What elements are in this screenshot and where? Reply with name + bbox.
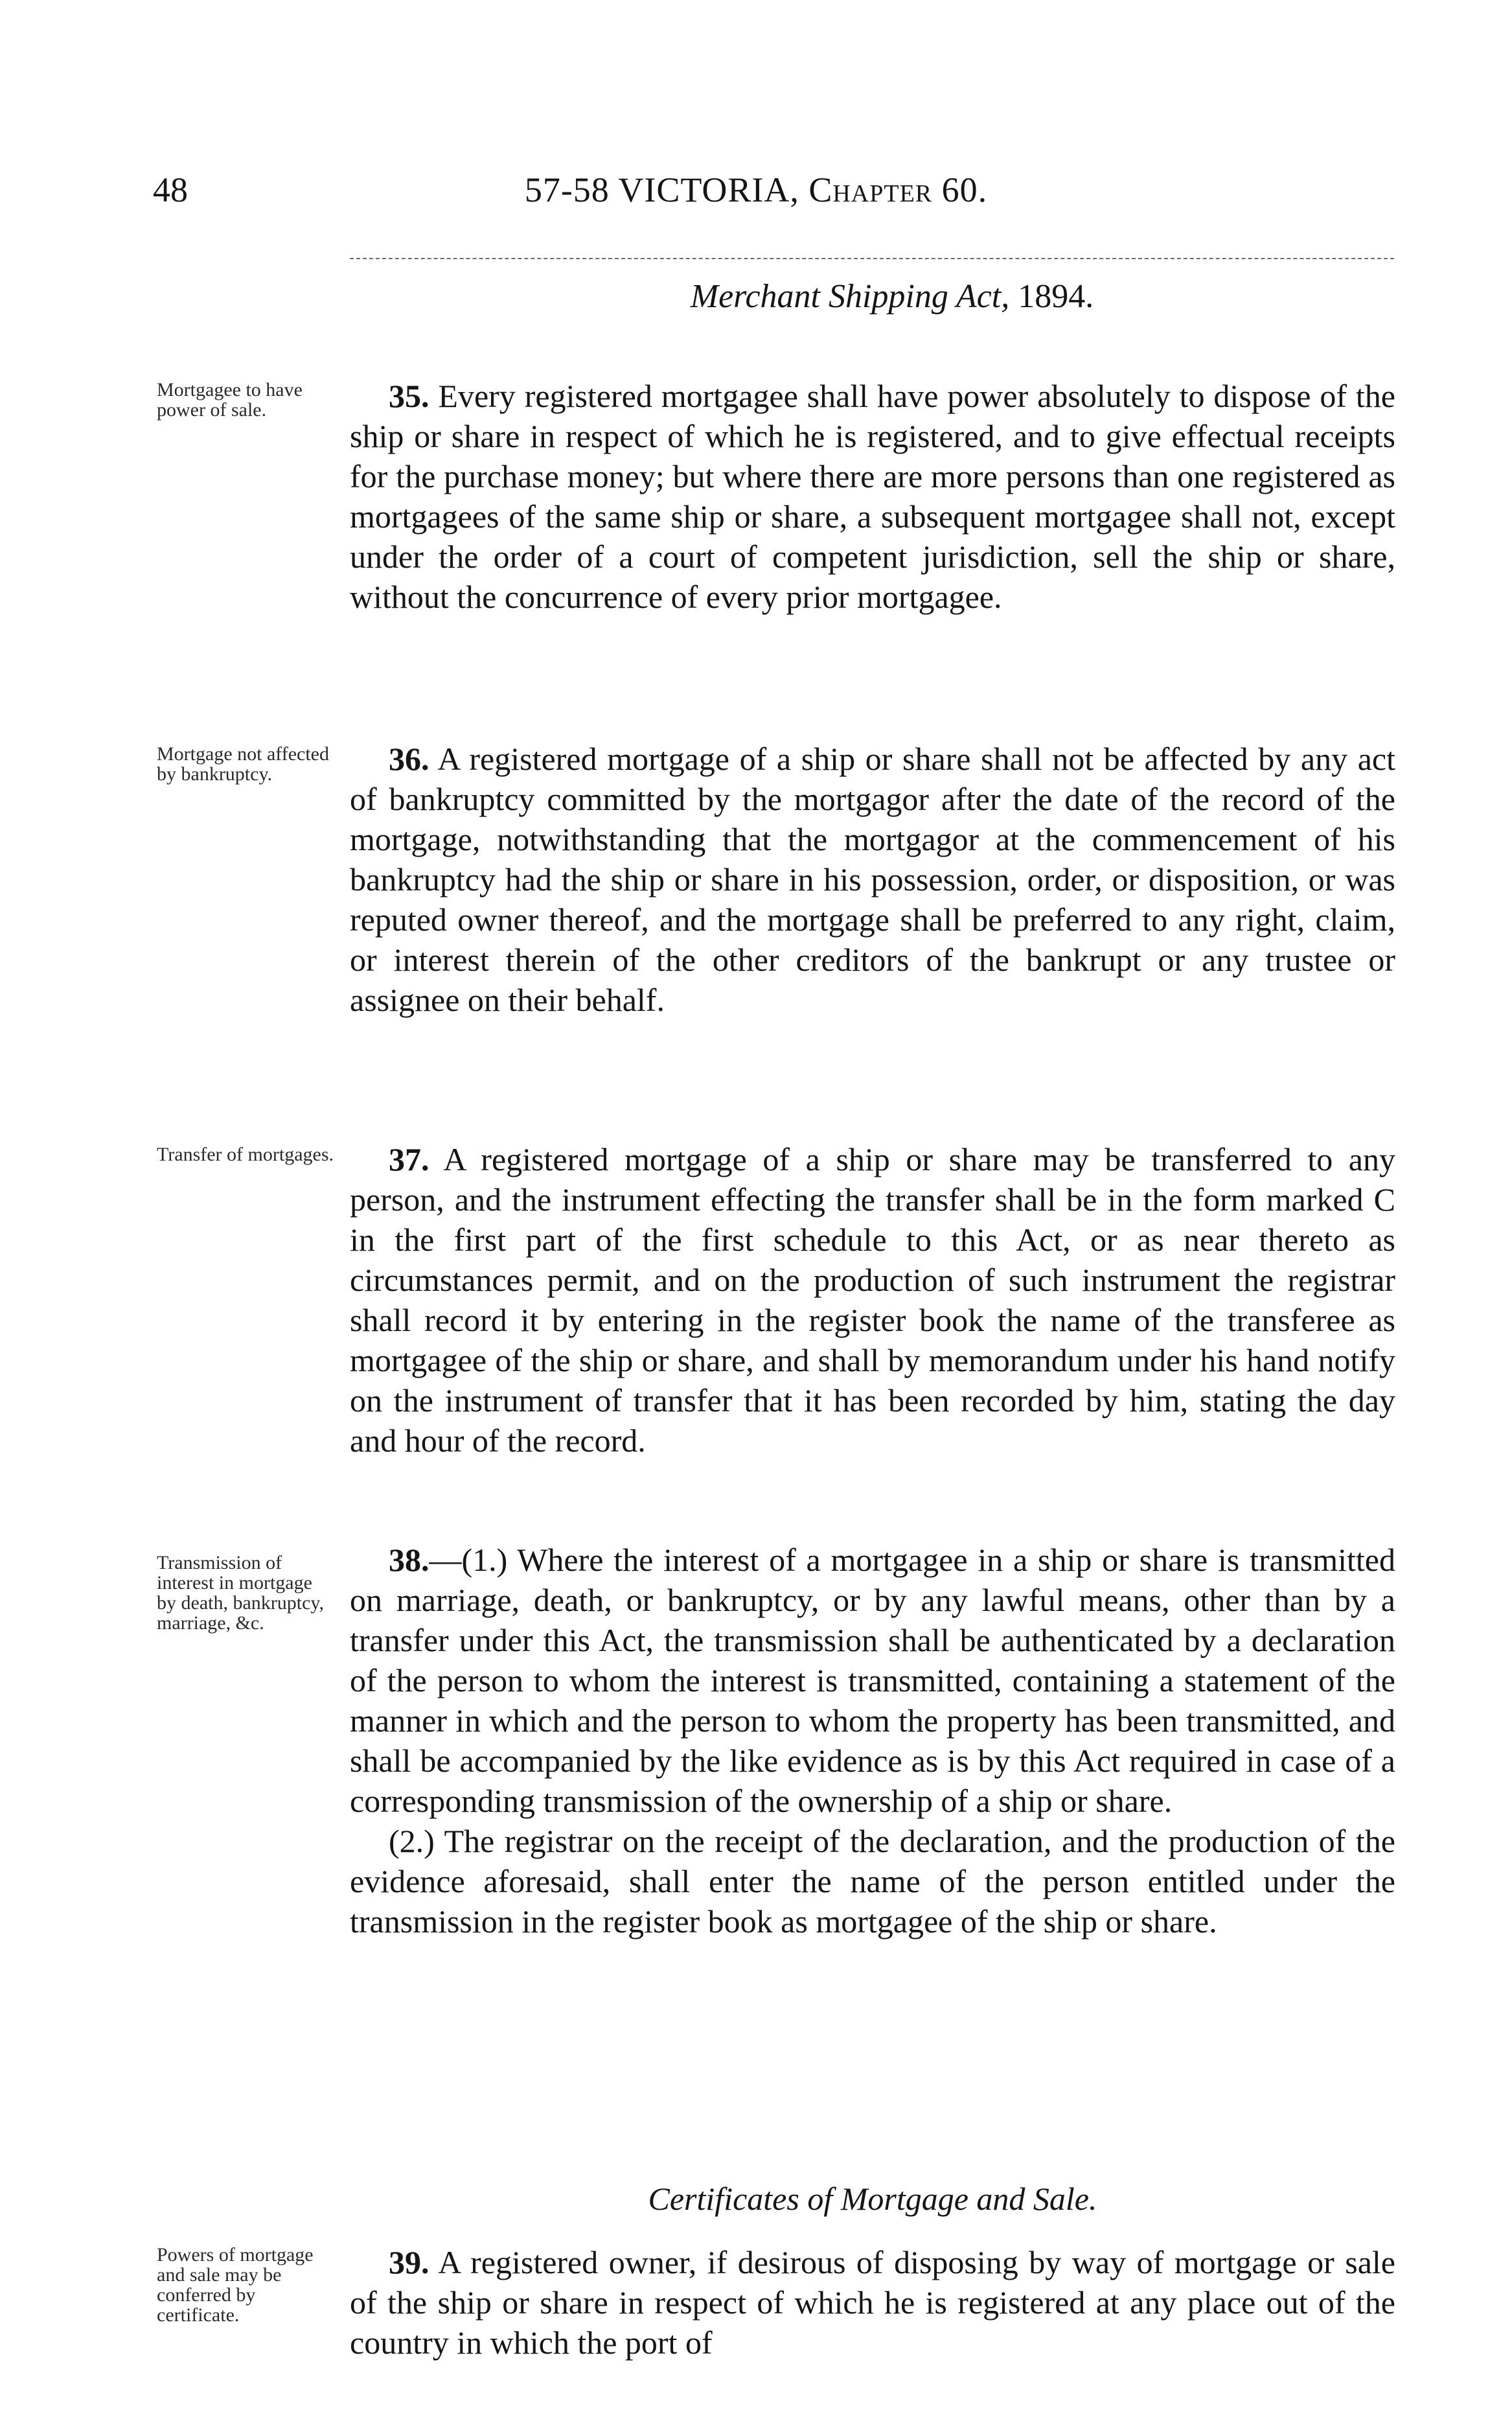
- sub-heading: Certificates of Mortgage and Sale.: [648, 2181, 1097, 2217]
- header-rule: [350, 258, 1394, 259]
- section-number-37: 37.: [389, 1141, 430, 1177]
- section-39-paragraph: [350, 2242, 1395, 2363]
- running-head-prefix: 57-58 VICTORIA,: [524, 170, 809, 209]
- section-36-text: A registered mortgage of a ship or share shall not be affected by any act of bankruptcy committed by the mortgagor after the date of the record of the mortgage, notwithstanding that the mortgagor at the commencement of his bankruptcy had the ship or share in his possession, order, or disposition, or was reputed owner thereof, and the mortgage shall be preferred to any right, claim, or interest therein of the other creditors of the bankrupt or any trustee or assignee on their behalf.: [350, 741, 1395, 1018]
- running-head: [0, 172, 1512, 207]
- section-35-text: Every registered mortgagee shall have power absolutely to dispose of the ship or share in respect of which he is registered, and to give effectual receipts for the purchase money; but where there are more persons than one registered as mortgagees of the same ship or share, a subsequent mortgagee shall not, except under the order of a court of competent jurisdiction, sell the ship or share, without the concurrence of every prior mortgagee.: [350, 378, 1395, 615]
- side-note-37: Transfer of mortgages.: [157, 1144, 334, 1165]
- section-38-paragraph-1: [350, 1540, 1395, 1821]
- section-37-text: A registered mortgage of a ship or share may be transferred to any person, and the instrument effecting the transfer shall be in the form marked C in the first part of the first schedule to this Act, or as near thereto as circumstances permit, and on the production of such instrument the registrar shall record it by entering in the register book the name of the transferee as mortgagee of the ship or share, and shall by memorandum under his hand notify on the instrument of transfer that it has been recorded by him, stating the day and hour of the record.: [350, 1141, 1395, 1459]
- section-38: [350, 1540, 1395, 1941]
- running-head-chapter: Chapter 60.: [808, 170, 988, 209]
- section-38-paragraph-2: (2.) The registrar on the receipt of the declaration, and the production of the evidence aforesaid, shall enter the name of the person entitled under the transmission in the register book as mortgagee of the ship or share.: [350, 1823, 1395, 1940]
- act-title: [0, 280, 1512, 314]
- section-36: [350, 739, 1395, 1020]
- section-37-paragraph: [350, 1139, 1395, 1461]
- section-35: [350, 376, 1395, 617]
- side-note-38: Transmission of interest in mortgage by death, bankruptcy, marriage, &c.: [157, 1552, 324, 1634]
- side-note-36: Mortgage not affected by bankruptcy.: [157, 743, 330, 785]
- section-number-39: 39.: [389, 2244, 430, 2280]
- side-note-39: Powers of mortgage and sale may be conferred by certificate.: [157, 2244, 314, 2326]
- section-35-paragraph: [350, 376, 1395, 617]
- section-number-38: 38.: [389, 1542, 430, 1578]
- section-36-paragraph: [350, 739, 1395, 1020]
- side-note-35: Mortgagee to have power of sale.: [157, 379, 303, 421]
- act-title-name: Merchant Shipping Act,: [690, 278, 1010, 315]
- page-number: 48: [153, 170, 188, 209]
- section-39: [350, 2242, 1395, 2363]
- act-title-year: 1894.: [1009, 278, 1094, 315]
- section-37: [350, 1139, 1395, 1461]
- section-38-text-1: —(1.) Where the interest of a mortgagee in a ship or share is transmitted on marriage, death, or bankruptcy, or by any lawful means, other than by a transfer under this Act, the transmission shall be authenticated by a declaration of the person to whom the interest is transmitted, containing a statement of the manner in which and the person to whom the property has been transmitted, and shall be accompanied by the like evidence as is by this Act required in case of a corresponding transmission of the ownership of a ship or share.: [350, 1542, 1395, 1819]
- section-number-35: 35.: [389, 378, 430, 414]
- section-number-36: 36.: [389, 741, 430, 777]
- section-39-text: A registered owner, if desirous of disposing by way of mortgage or sale of the ship or share in respect of which he is registered at any place out of the country in which the port of: [350, 2244, 1395, 2361]
